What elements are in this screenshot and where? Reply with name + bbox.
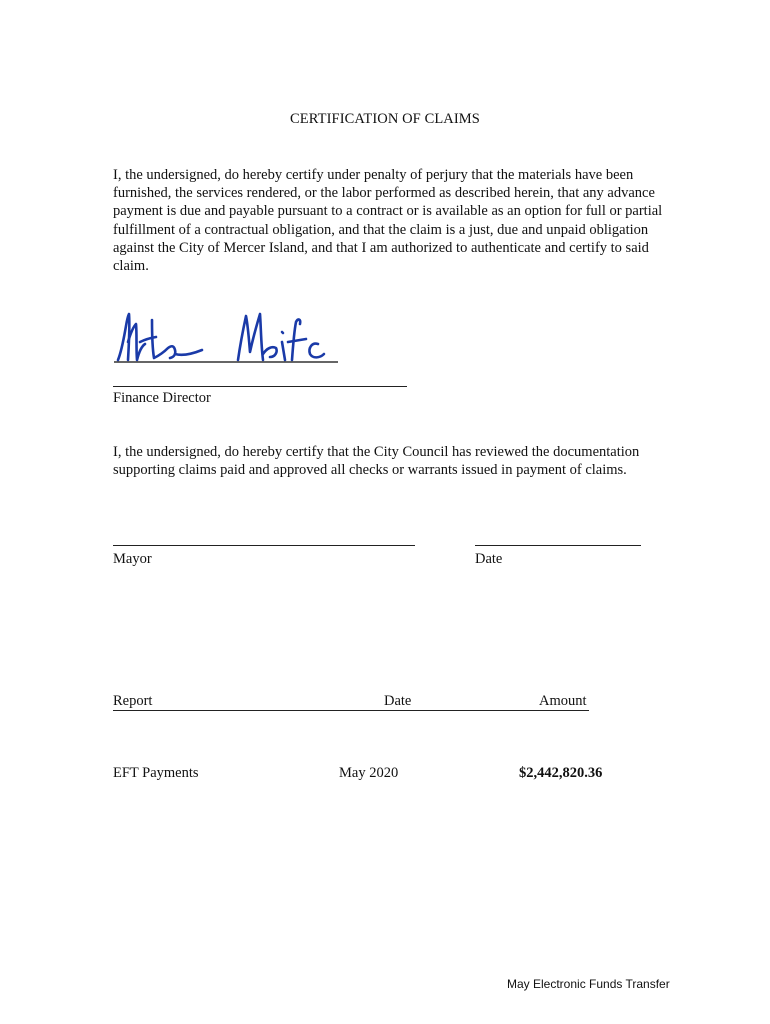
date-column-header: Date — [384, 693, 412, 709]
finance-director-signature-line — [113, 386, 407, 387]
finance-director-signature — [112, 302, 347, 372]
amount-cell: $2,442,820.36 — [519, 765, 603, 781]
amount-column-header: Amount — [539, 693, 587, 709]
date-cell: May 2020 — [339, 765, 399, 781]
report-table-header — [113, 693, 593, 713]
mayor-signature-line — [113, 545, 415, 546]
document-title: CERTIFICATION OF CLAIMS — [290, 111, 480, 127]
finance-director-label: Finance Director — [113, 390, 211, 406]
certification-paragraph: I, the undersigned, do hereby certify under penalty of perjury that the materials have been furnished, the services rendered, or the labor performed as described herein, that any advance payment is due and payable pursuant to a contract or is available as an option for full or partial fulfillment of a contractual obligation, and that the claim is a just, due and unpaid obligation against the City of Mercer Island, and that I am authorized to authenticate and certify to said claim. — [113, 167, 663, 275]
date-label: Date — [475, 551, 503, 567]
report-cell: EFT Payments — [113, 765, 199, 781]
page-footer: May Electronic Funds Transfer — [507, 977, 670, 991]
header-underline — [113, 710, 589, 711]
council-paragraph: I, the undersigned, do hereby certify that the City Council has reviewed the documentation supporting claims paid and approved all checks or warrants issued in payment of claims. — [113, 444, 640, 479]
table-row — [113, 765, 613, 785]
date-signature-line — [475, 545, 641, 546]
report-column-header: Report — [113, 693, 153, 709]
mayor-label: Mayor — [113, 551, 152, 567]
